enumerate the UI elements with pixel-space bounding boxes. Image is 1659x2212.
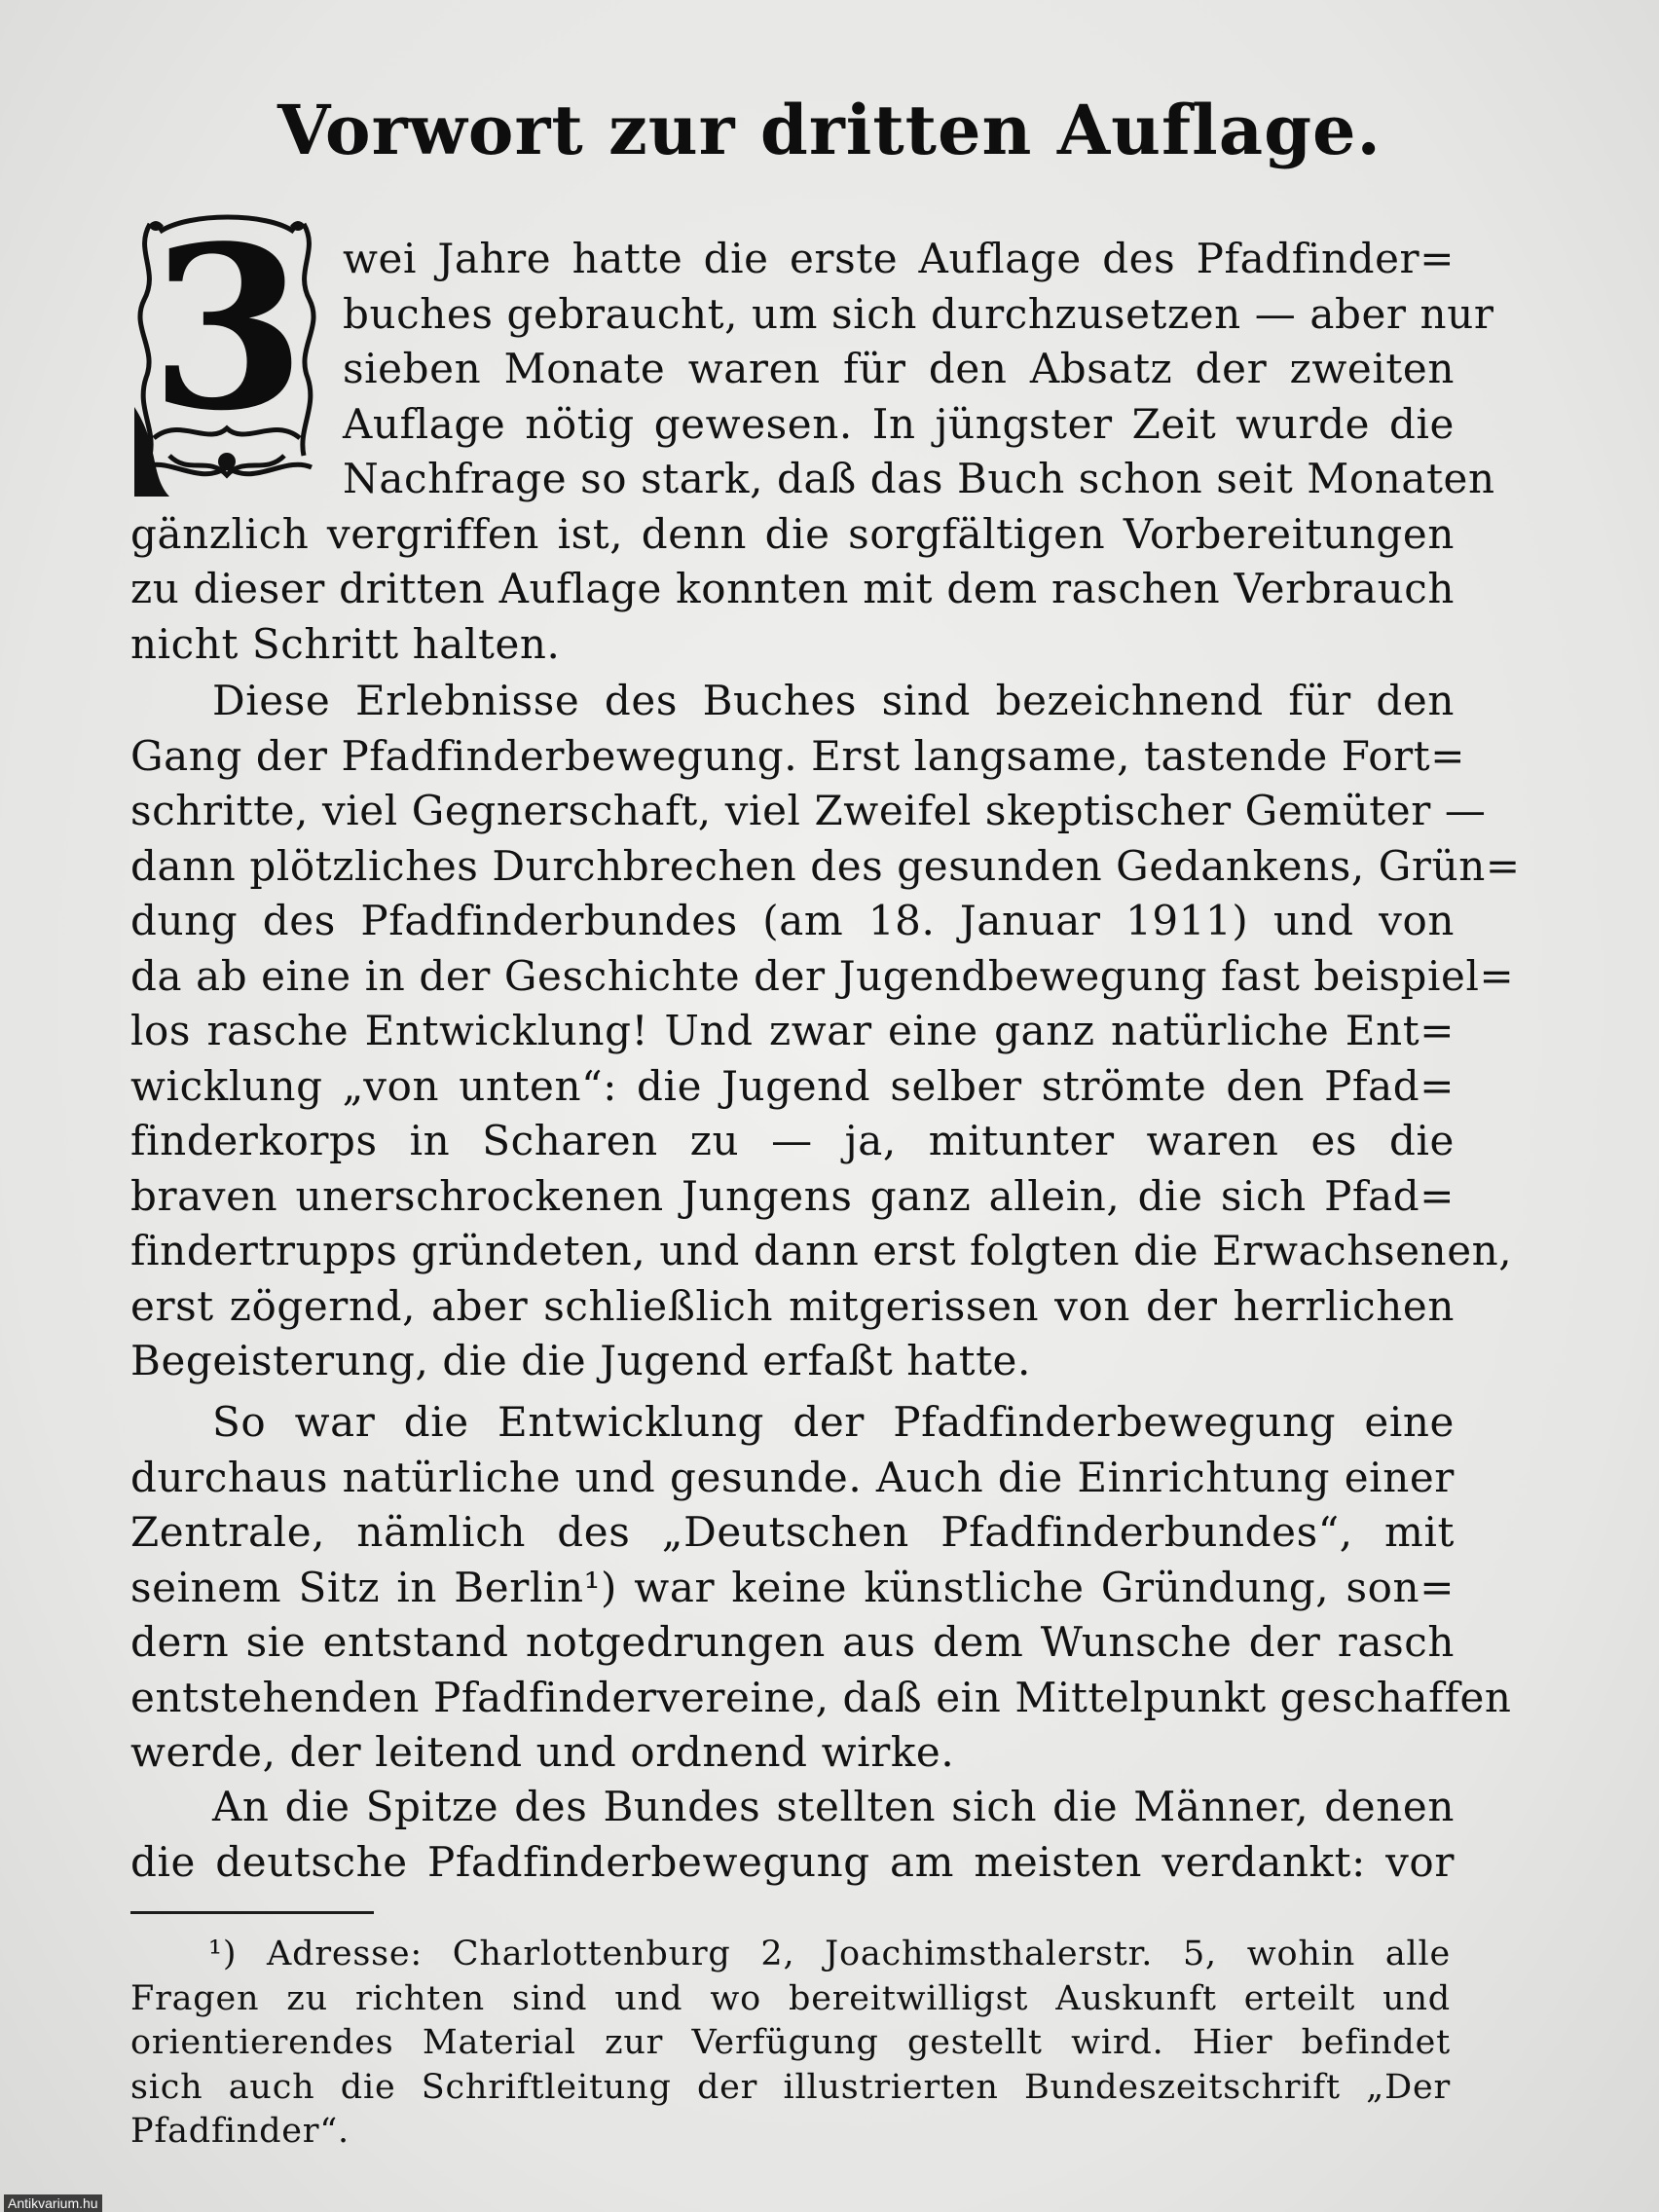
- text-line: Begeisterung, die die Jugend erfaßt hatte.: [130, 1337, 1031, 1384]
- text-line: finderkorps in Scharen zu — ja, mitunter waren es die: [130, 1117, 1455, 1164]
- footnote-line: ¹) Adresse: Charlottenburg 2, Joachimsthalerstr. 5, wohin alle: [208, 1935, 1451, 1973]
- footnote: [130, 1933, 1451, 2155]
- text-line: Gang der Pfadfinderbewegung. Erst langsame, tastende Fort=: [130, 731, 1466, 780]
- footnote-line: Pfadfinder“.: [130, 2112, 350, 2151]
- footnote-line: Fragen zu richten sind und wo bereitwilligst Auskunft erteilt und: [130, 1978, 1451, 2018]
- paragraph-4: [130, 1780, 1455, 1890]
- text-line: Diese Erlebnisse des Buches sind bezeichnend für den: [212, 677, 1455, 724]
- text-line: die deutsche Pfadfinderbewegung am meisten verdankt: vor: [130, 1837, 1455, 1886]
- text-line: dann plötzliches Durchbrechen des gesunden Gedankens, Grün=: [130, 841, 1521, 890]
- text-line: wei Jahre hatte die erste Auflage des Pfadfinder=: [343, 235, 1455, 282]
- footnote-rule: [130, 1911, 374, 1914]
- text-line: findertrupps gründeten, und dann erst folgten die Erwachsenen,: [130, 1227, 1513, 1274]
- footnote-line: sich auch die Schriftleitung der illustrierten Bundeszeitschrift „Der: [130, 2067, 1451, 2107]
- footnote-line: orientierendes Material zur Verfügung gestellt wird. Hier befindet: [130, 2023, 1451, 2062]
- paragraph-1: [130, 232, 1495, 672]
- text-line: erst zögernd, aber schließlich mitgerissen von der herrlichen: [130, 1281, 1455, 1330]
- dropcap-letter: 3: [149, 212, 307, 461]
- text-line: zu dieser dritten Auflage konnten mit dem raschen Verbrauch: [130, 565, 1455, 612]
- text-line: gänzlich vergriffen ist, denn die sorgfältigen Vorbereitungen: [130, 509, 1455, 558]
- paragraph-3: [130, 1395, 1512, 1781]
- text-line: braven unerschrockenen Jungens ganz allein, die sich Pfad=: [130, 1171, 1455, 1220]
- text-line: werde, der leitend und ordnend wirke.: [130, 1728, 955, 1776]
- text-line: dern sie entstand notgedrungen aus dem Wunsche der rasch: [130, 1618, 1455, 1666]
- text-line: seinem Sitz in Berlin¹) war keine künstliche Gründung, son=: [130, 1563, 1455, 1611]
- text-line: entstehenden Pfadfindervereine, daß ein Mittelpunkt geschaffen: [130, 1673, 1512, 1721]
- text-line: da ab eine in der Geschichte der Jugendbewegung fast beispiel=: [130, 951, 1515, 1000]
- text-line: So war die Entwicklung der Pfadfinderbewegung eine: [212, 1398, 1455, 1446]
- text-line: sieben Monate waren für den Absatz der zweiten: [343, 345, 1455, 392]
- text-line: durchaus natürliche und gesunde. Auch die Einrichtung einer: [130, 1453, 1455, 1501]
- paragraph-2: [130, 674, 1521, 1389]
- text-line: los rasche Entwicklung! Und zwar eine ganz natürliche Ent=: [130, 1007, 1455, 1054]
- text-line: Zentrale, nämlich des „Deutschen Pfadfinderbundes“, mit: [130, 1508, 1455, 1556]
- text-line: wicklung „von unten“: die Jugend selber strömte den Pfad=: [130, 1061, 1455, 1110]
- page-title: Vorwort zur dritten Auflage.: [277, 90, 1382, 170]
- text-line: schritte, viel Gegnerschaft, viel Zweifel skeptischer Gemüter —: [130, 787, 1487, 834]
- text-line: Auflage nötig gewesen. In jüngster Zeit wurde die: [343, 399, 1455, 448]
- text-line: buches gebraucht, um sich durchzusetzen — aber nur: [343, 289, 1494, 338]
- watermark: Antikvarium.hu: [4, 2194, 102, 2212]
- text-line: dung des Pfadfinderbundes (am 18. Januar 1911) und von: [130, 897, 1455, 944]
- text-line: An die Spitze des Bundes stellten sich die Männer, denen: [212, 1783, 1455, 1830]
- text-line: Nachfrage so stark, daß das Buch schon seit Monaten: [343, 455, 1495, 502]
- text-line: nicht Schritt halten.: [130, 619, 561, 668]
